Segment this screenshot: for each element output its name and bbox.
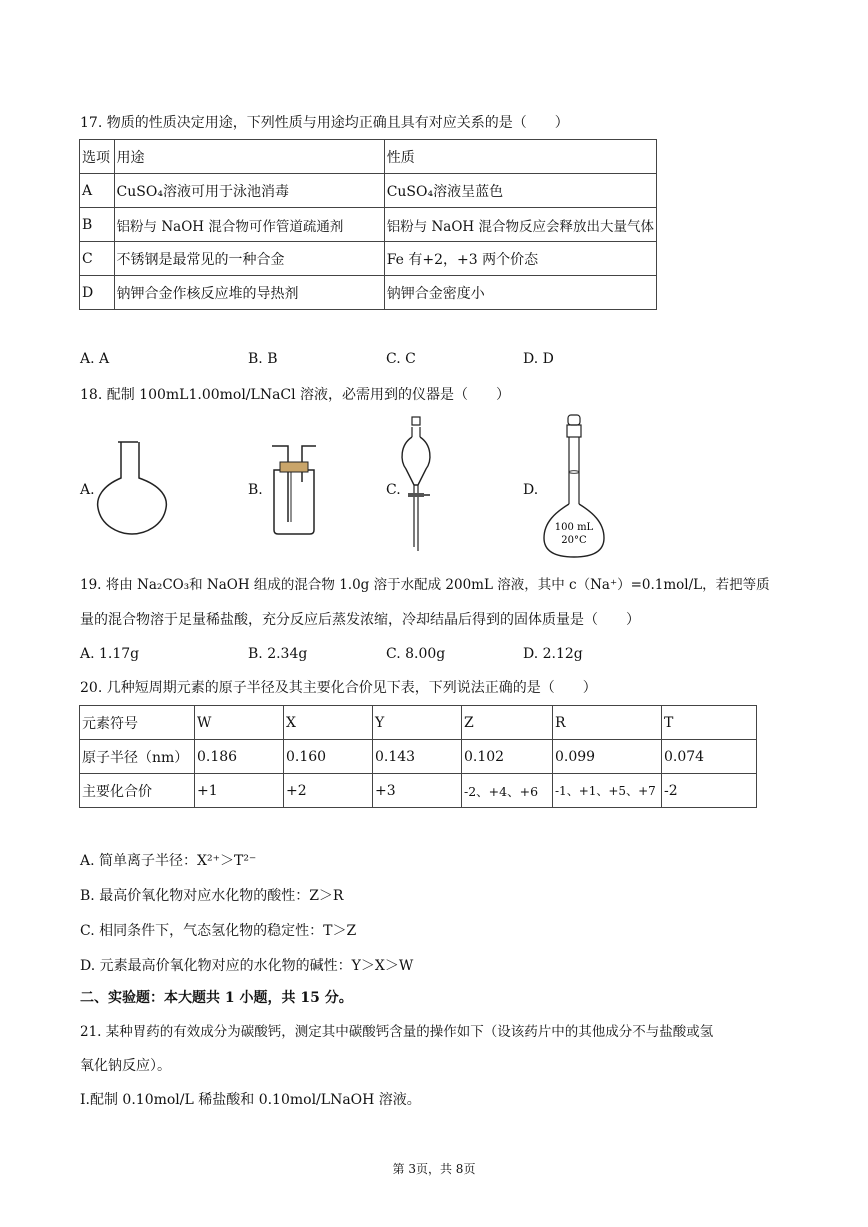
table-row: [80, 706, 757, 740]
q17-table: [79, 139, 657, 310]
table-cell: CuSO₄溶液可用于泳池消毒: [114, 174, 384, 208]
q18-stem: 18. 配制 100mL1.00mol/LNaCl 溶液，必需用到的仪器是（ ）: [80, 387, 511, 403]
q18-option-a-label[interactable]: A.: [80, 482, 95, 498]
table-cell: W: [195, 706, 284, 740]
round-bottom-flask-icon: [92, 438, 172, 536]
table-cell: Z: [462, 706, 553, 740]
table-cell: 0.160: [284, 740, 373, 774]
q17-option-c[interactable]: C. C: [386, 351, 416, 367]
q20-option-b[interactable]: B. 最高价氧化物对应水化物的酸性：Z＞R: [80, 888, 344, 904]
q17-stem: 17. 物质的性质决定用途，下列性质与用途均正确且具有对应关系的是（ ）: [80, 115, 569, 131]
page-number: 第 3页，共 8页: [392, 1162, 476, 1176]
table-cell: Fe 有+2，+3 两个价态: [384, 242, 656, 276]
table-cell: 铝粉与 NaOH 混合物反应会释放出大量气体: [384, 208, 656, 242]
q18-option-d-label[interactable]: D.: [523, 482, 539, 498]
q19-line2: 量的混合物溶于足量稀盐酸，充分反应后蒸发浓缩，冷却结晶后得到的固体质量是（ ）: [80, 612, 640, 628]
table-cell: 0.099: [553, 740, 662, 774]
q20-table: [79, 705, 757, 808]
table-cell: 0.102: [462, 740, 553, 774]
table-cell: 钠钾合金作核反应堆的导热剂: [114, 276, 384, 310]
table-row: [80, 140, 657, 174]
table-cell: C: [80, 242, 115, 276]
table-cell: 0.143: [373, 740, 462, 774]
q21-line2: 氧化钠反应）。: [80, 1058, 171, 1074]
q20-option-a[interactable]: A. 简单离子半径：X²⁺＞T²⁻: [80, 853, 257, 869]
table-cell: -1、+1、+5、+7: [553, 774, 662, 808]
table-cell: +1: [195, 774, 284, 808]
table-cell: B: [80, 208, 115, 242]
gas-washing-bottle-icon: [262, 440, 326, 536]
table-row: [80, 740, 757, 774]
q19-line1: 19. 将由 Na₂CO₃和 NaOH 组成的混合物 1.0g 溶于水配成 200mL 溶液，其中 c（Na⁺）=0.1mol/L，若把等质: [80, 577, 770, 593]
separatory-funnel-icon: [398, 415, 434, 555]
q17-option-d[interactable]: D. D: [523, 351, 554, 367]
q17-option-a[interactable]: A. A: [80, 351, 110, 367]
q18-option-c-label[interactable]: C.: [386, 482, 401, 498]
table-row: [80, 276, 657, 310]
table-cell: X: [284, 706, 373, 740]
table-cell: 元素符号: [80, 706, 195, 740]
table-cell: 铝粉与 NaOH 混合物可作管道疏通剂: [114, 208, 384, 242]
q18-option-b-label[interactable]: B.: [248, 482, 263, 498]
q19-option-a[interactable]: A. 1.17g: [80, 646, 140, 662]
table-cell: 不锈钢是最常见的一种合金: [114, 242, 384, 276]
q21-step1: Ⅰ.配制 0.10mol/L 稀盐酸和 0.10mol/LNaOH 溶液。: [80, 1092, 421, 1108]
table-cell: +3: [373, 774, 462, 808]
table-cell: 0.074: [662, 740, 757, 774]
table-cell: 钠钾合金密度小: [384, 276, 656, 310]
table-cell: 原子半径（nm）: [80, 740, 195, 774]
q19-option-c[interactable]: C. 8.00g: [386, 646, 446, 662]
table-header-cell: 选项: [80, 140, 115, 174]
section-heading: 二、实验题：本大题共 1 小题，共 15 分。: [80, 990, 353, 1006]
table-row: [80, 174, 657, 208]
table-header-cell: 用途: [114, 140, 384, 174]
table-cell: A: [80, 174, 115, 208]
q20-option-d[interactable]: D. 元素最高价氧化物对应的水化物的碱性：Y＞X＞W: [80, 958, 414, 974]
table-header-cell: 性质: [384, 140, 656, 174]
table-cell: D: [80, 276, 115, 310]
q21-line1: 21. 某种胃药的有效成分为碳酸钙，测定其中碳酸钙含量的操作如下（设该药片中的其他成分不与盐酸或氢: [80, 1024, 714, 1040]
table-cell: CuSO₄溶液呈蓝色: [384, 174, 656, 208]
flask-volume-mark: 100 mL: [554, 522, 594, 533]
table-row: [80, 774, 757, 808]
volumetric-flask-icon: [538, 412, 610, 560]
q19-option-d[interactable]: D. 2.12g: [523, 646, 583, 662]
table-cell: Y: [373, 706, 462, 740]
q20-option-c[interactable]: C. 相同条件下，气态氢化物的稳定性：T＞Z: [80, 923, 357, 939]
table-cell: T: [662, 706, 757, 740]
q20-stem: 20. 几种短周期元素的原子半径及其主要化合价见下表，下列说法正确的是（ ）: [80, 680, 597, 696]
table-cell: -2: [662, 774, 757, 808]
q19-option-b[interactable]: B. 2.34g: [248, 646, 308, 662]
table-cell: 0.186: [195, 740, 284, 774]
flask-temperature-mark: 20°C: [561, 535, 587, 546]
table-cell: R: [553, 706, 662, 740]
table-cell: 主要化合价: [80, 774, 195, 808]
table-cell: -2、+4、+6: [462, 774, 553, 808]
table-cell: +2: [284, 774, 373, 808]
table-row: [80, 208, 657, 242]
q17-option-b[interactable]: B. B: [248, 351, 278, 367]
table-row: [80, 242, 657, 276]
